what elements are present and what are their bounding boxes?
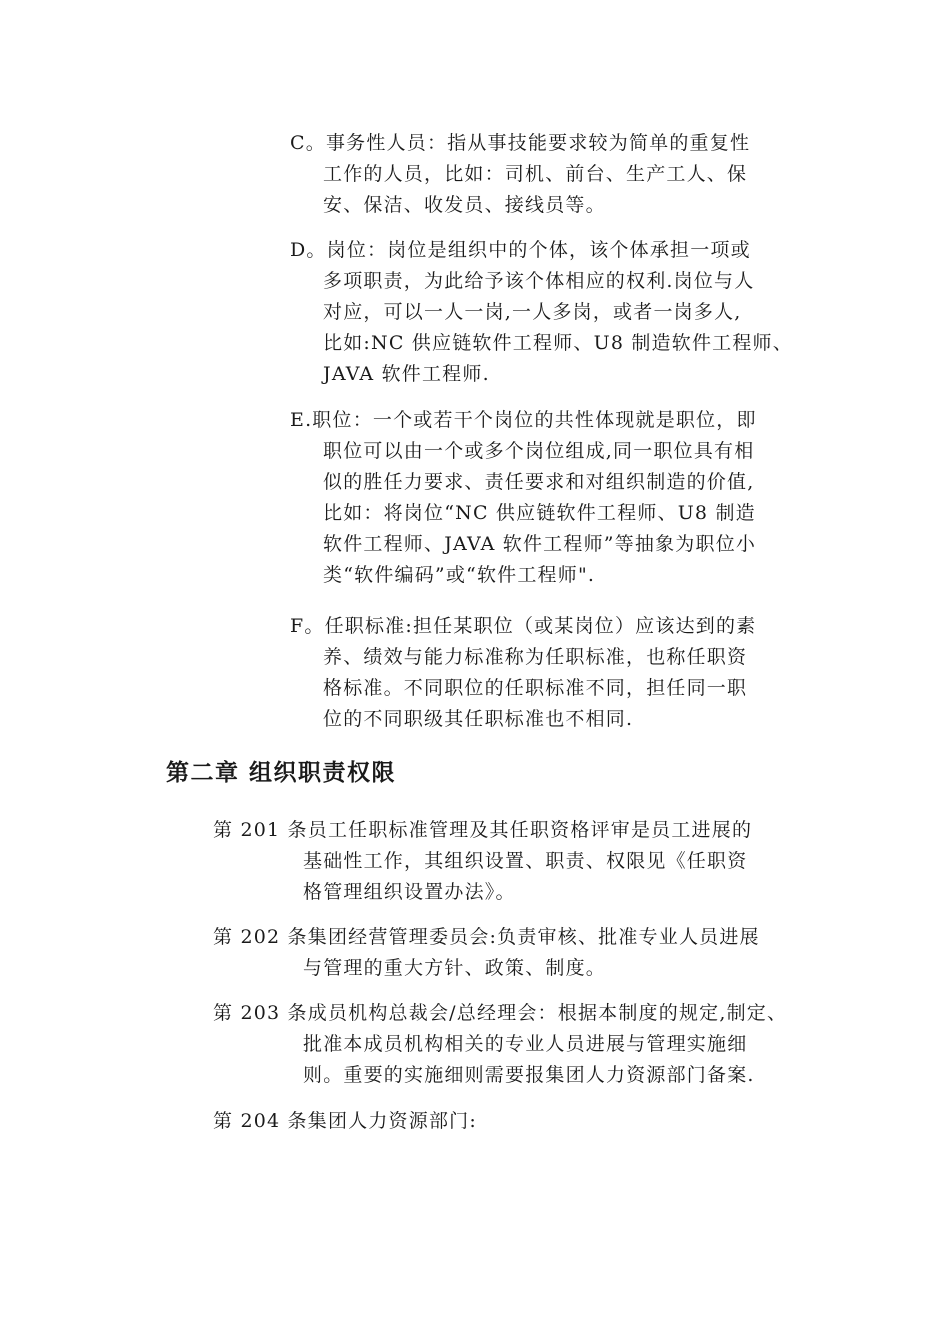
definition-f-line-1: F。任职标准:担任某职位（或某岗位）应该达到的素 — [290, 615, 757, 637]
article-203-line-3: 则。重要的实施细则需要报集团人力资源部门备案. — [303, 1064, 755, 1086]
definition-d — [290, 235, 820, 390]
definition-e-line-1: E.职位：一个或若干个岗位的共性体现就是职位，即 — [290, 409, 757, 431]
article-202 — [213, 922, 828, 984]
definition-d-line-1: D。岗位：岗位是组织中的个体，该个体承担一项或 — [290, 239, 751, 261]
definition-e-line-2: 职位可以由一个或多个岗位组成,同一职位具有相 — [323, 440, 755, 462]
definition-c — [290, 128, 820, 221]
article-203 — [213, 998, 828, 1091]
article-203-line-2: 批准本成员机构相关的专业人员进展与管理实施细 — [303, 1033, 748, 1055]
article-202-line-1: 第 202 条集团经营管理委员会:负责审核、批准专业人员进展 — [213, 926, 760, 948]
article-201-line-2: 基础性工作，其组织设置、职责、权限见《任职资 — [303, 850, 748, 872]
definition-f — [290, 611, 820, 735]
definition-e-line-5: 软件工程师、JAVA 软件工程师”等抽象为职位小 — [323, 533, 757, 555]
definition-e-line-4: 比如：将岗位“NC 供应链软件工程师、U8 制造 — [323, 502, 756, 524]
article-202-line-2: 与管理的重大方针、政策、制度。 — [303, 957, 607, 979]
definition-f-line-3: 格标准。不同职位的任职标准不同，担任同一职 — [323, 677, 748, 699]
definition-c-line-2: 工作的人员，比如：司机、前台、生产工人、保 — [323, 163, 748, 185]
chapter-title: 第二章 组织职责权限 — [166, 760, 397, 786]
article-204-line-1: 第 204 条集团人力资源部门: — [213, 1110, 477, 1132]
definition-e-line-6: 类“软件编码”或“软件工程师". — [323, 564, 596, 586]
definition-d-line-3: 对应，可以一人一岗,一人多岗，或者一岗多人, — [323, 301, 742, 323]
article-203-line-1: 第 203 条成员机构总裁会/总经理会：根据本制度的规定,制定、 — [213, 1002, 788, 1024]
definition-e-line-3: 似的胜任力要求、责任要求和对组织制造的价值, — [323, 471, 755, 493]
article-201 — [213, 815, 828, 908]
definition-f-line-2: 养、绩效与能力标准称为任职标准，也称任职资 — [323, 646, 748, 668]
definition-d-line-4: 比如:NC 供应链软件工程师、U8 制造软件工程师、 — [323, 332, 793, 354]
definition-f-line-4: 位的不同职级其任职标准也不相同. — [323, 708, 634, 730]
definition-c-line-1: C。事务性人员：指从事技能要求较为简单的重复性 — [290, 132, 751, 154]
definition-d-line-5: JAVA 软件工程师. — [323, 363, 490, 385]
article-201-line-3: 格管理组织设置办法》。 — [303, 881, 516, 903]
definition-d-line-2: 多项职责，为此给予该个体相应的权利.岗位与人 — [323, 270, 755, 292]
definition-c-line-3: 安、保洁、收发员、接线员等。 — [323, 194, 606, 216]
article-204 — [213, 1106, 828, 1137]
definition-e — [290, 405, 820, 591]
article-201-line-1: 第 201 条员工任职标准管理及其任职资格评审是员工进展的 — [213, 819, 753, 841]
